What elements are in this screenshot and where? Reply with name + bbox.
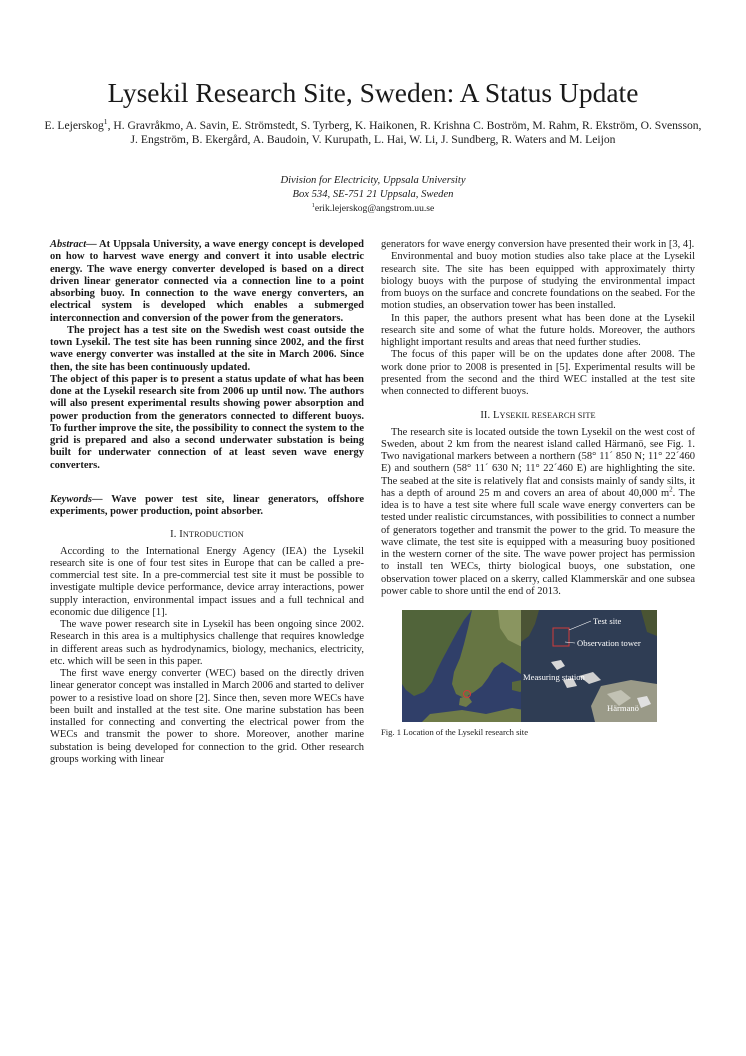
- affiliation-line-1: Division for Electricity, Uppsala University: [280, 175, 466, 186]
- section-1-numeral: I.: [170, 529, 177, 541]
- first-author: E. Lejerskog: [44, 119, 104, 132]
- section-heading-research-site: [381, 410, 695, 422]
- section-2-numeral: II.: [480, 410, 491, 422]
- figure-1-caption: Fig. 1 Location of the Lysekil research site: [381, 727, 529, 737]
- abstract-text-1: At Uppsala University, a wave energy concept is developed on how to harvest wave energy and convert it into usable electric energy. The wave energy converter developed is based on a direct driven linear generator connected via a connection line to a point absorbing buoy. In connection to the wave energy converters, an electrical system is developed which enables a submerged interconnection and conversion of the power from the generators.: [50, 239, 364, 324]
- observation-tower-label: Observation tower: [577, 638, 641, 648]
- intro-paragraph-1: According to the International Energy Agency (IEA) the Lysekil research site is one of four test sites in Europe that can be called a pre-commercial test site. In a pre-commercial test site it must be possible to investigate multiple device performance, device array interactions, power supply interaction, environmental impact issues and a full technical and economic due diligence [1].: [50, 545, 364, 618]
- left-column: [50, 239, 364, 766]
- keywords-dash: —: [92, 493, 103, 505]
- section-1-title-rest: NTRODUCTION: [182, 530, 244, 540]
- harmano-label: Härmanö: [607, 703, 639, 713]
- section-1-first-letter: I: [179, 529, 183, 541]
- research-site-paragraph: [381, 427, 695, 599]
- abstract-paragraph-2: The project has a test site on the Swedish west coast outside the town Lysekil. The test site has been running since 2002, and the first wave energy converter was installed at the site in March 2006. Since then, the site has been continuously updated.: [50, 324, 364, 373]
- intro-paragraph-3-continued: generators for wave energy conversion have presented their work in [3, 4].: [381, 239, 695, 250]
- author-list: [40, 119, 706, 147]
- intro-paragraph-5: In this paper, the authors present what has been done at the Lysekil research site and some of what the future holds. Moreover, the authors highlight important results and areas that need further studies.: [381, 312, 695, 348]
- measuring-station-label: Measuring station: [523, 672, 585, 682]
- section-2-title-rest: YSEKIL RESEARCH SITE: [499, 411, 596, 421]
- author-email: [0, 203, 746, 214]
- other-authors: , H. Gravråkmo, A. Savin, E. Strömstedt, S. Tyrberg, K. Haikonen, R. Krishna C. Boström, M. Rahm, R. Ekström, O. Svensson, J. Engström, B. Ekergård, A. Baudoin, V. Kurupath, L. Hai, W. Li, J. Sundberg, R. Waters and M. Leijon: [107, 119, 702, 147]
- intro-paragraph-4: Environmental and buoy motion studies also take place at the Lysekil research site. The site has been equipped with approximately thirty biology buoys with the purpose of studying the environmental impact from buoys on the surface and concrete foundations on the seabed. For the motion studies, an observation tower has been installed.: [381, 251, 695, 312]
- keywords-label: Keywords: [50, 493, 92, 505]
- affiliation: [0, 174, 746, 201]
- keywords-text: Wave power test site, linear generators, offshore experiments, power production, point absorber.: [50, 493, 364, 517]
- abstract-paragraph-3: The object of this paper is to present a status update of what has been done at the Lysekil research site from 2006 up until now. The authors will also present experimental results showing power absorption and power production from the generators connected to different buoys. To further improve the site, the possibility to connect the system to the grid is prepared and also a second underwater substation is being built for underwater connection of at least seven wave energy converters.: [50, 373, 364, 471]
- section-2-first-letter: L: [492, 410, 500, 422]
- scandinavia-map-svg: [402, 610, 536, 722]
- email-marker: 1: [311, 201, 315, 209]
- right-column: [381, 239, 695, 738]
- scandinavia-map-image: [402, 610, 536, 722]
- research-site-text-a: The research site is located outside the town Lysekil on the west cost of Sweden, about 2 km from the nearest island called Härmanö, see Fig. 1. Two navigational markers between a northern (58° 11´ 850 N; 11° 22´460 E) and southern (58° 11´ 630 N; 11° 22´460 E) are highlighting the site. The seabed at the site is relatively flat and consists mainly of sandy silts, it has a depth of around 25 m and covers an area of about 40,000 m: [381, 426, 695, 499]
- email-address: erik.lejerskog@angstrom.uu.se: [314, 203, 435, 214]
- paper-title: Lysekil Research Site, Sweden: A Status Update: [107, 77, 639, 108]
- abstract-paragraph-1: [50, 239, 364, 325]
- keywords: [50, 494, 364, 519]
- affiliation-line-2: Box 534, SE-751 21 Uppsala, Sweden: [292, 188, 454, 200]
- abstract-label: Abstract: [50, 239, 87, 250]
- intro-paragraph-6: The focus of this paper will be on the updates done after 2008. The work done prior to 2008 is presented in [5]. Experimental results will be presented from the second and the third WEC installed at the test site when connected to different buoys.: [381, 349, 695, 397]
- intro-paragraph-3: The first wave energy converter (WEC) based on the directly driven linear generator concept was installed in March 2006 and started to deliver power to a resistive load on shore [2]. Since then, seven more WECs have been built and installed at the test site. One marine substation has been installed for connecting and converting the electrical power from the WECs and transmit the power to shore. Moreover, another marine substation is being developed for connection to the grid. Other research groups working with linear: [50, 668, 365, 765]
- aerial-map-svg: [521, 610, 657, 722]
- research-site-text-b: . The idea is to have a test site where full scale wave energy converters can be tested under realistic circumstances, with possibilities to connect a number of generators together and transmit the power to the grid. To measure the wave climate, the test site is equipped with a measuring buoy positioned in the western corner of the site. The wave power project has permission to install ten WECs, thirty biological buoys, one substation, one observation tower placed on a skerry, called Klammerskär and one subsea power cable to shore until the end of 2013.: [381, 487, 695, 597]
- section-heading-introduction: [50, 529, 364, 541]
- abstract-dash: —: [86, 239, 97, 250]
- test-site-label: Test site: [593, 616, 622, 626]
- area-exponent: 2: [669, 486, 673, 494]
- test-site-aerial-image: [521, 610, 657, 722]
- abstract: [50, 239, 364, 472]
- figure-1: [381, 610, 695, 724]
- intro-paragraph-2: The wave power research site in Lysekil has been ongoing since 2002. Research in this area is a multiphysics challenge that requires knowledge in different areas such as hydrodynamics, biology, mechanics, electricity, etc. which will be seen in this paper.: [50, 619, 364, 667]
- first-author-marker: 1: [103, 117, 108, 127]
